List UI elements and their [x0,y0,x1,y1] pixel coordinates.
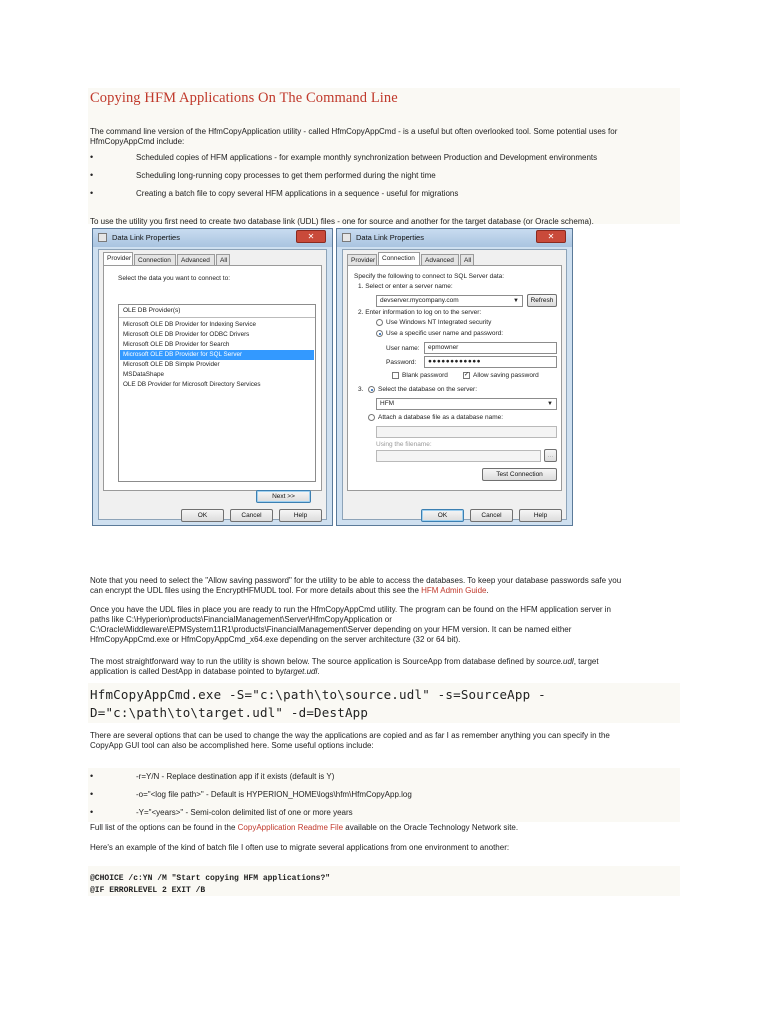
use-item: Creating a batch file to copy several HFM applications in a sequence - useful for migrations [136,189,459,198]
tab-provider[interactable]: Provider [103,252,133,265]
title-bar [337,229,572,247]
step-3-label: 3. [358,386,364,393]
nt-security-radio[interactable] [376,319,383,326]
location-line-1: Once you have the UDL files in place you are ready to run the HfmCopyAppCmd utility. The program can be found on the HFM application server in [90,605,612,614]
tab-all[interactable]: All [216,254,230,265]
window-icon [342,233,351,242]
browse-button[interactable]: ... [544,449,557,462]
tab-advanced[interactable]: Advanced [421,254,459,265]
help-button[interactable]: Help [279,509,322,522]
window-title: Data Link Properties [112,233,180,242]
note-line-2 [90,586,676,596]
batch-line-1: @CHOICE /c:YN /M "Start copying HFM applications?" [90,874,331,883]
command-line-2: D="c:\path\to\target.udl" -d=DestApp [90,705,369,720]
step-2-label: 2. Enter information to log on to the server: [358,309,482,316]
bullet: • [90,170,94,180]
run-text: application is called DestApp in database pointed to by [90,667,284,676]
option-item: -Y="<years>" - Semi-colon delimited list of one or more years [136,808,353,817]
ok-button[interactable]: OK [421,509,464,522]
provider-list[interactable] [118,304,316,482]
data-link-provider-dialog [92,228,333,526]
note-line-1: Note that you need to select the "Allow saving password" for the utility to be able to access the databases. To keep your database passwords safe you [90,576,622,585]
batch-intro: Here's an example of the kind of batch file I often use to migrate several applications from one environment to another: [90,843,510,852]
bullet: • [90,807,94,817]
filename-label: Using the filename: [376,441,432,448]
password-label: Password: [386,359,417,366]
next-button[interactable]: Next >> [256,490,311,503]
run-line-2 [90,667,676,677]
option-item: -o="<log file path>" - Default is HYPERION_HOME\logs\hfm\HfmCopyApp.log [136,790,412,799]
list-item[interactable]: Microsoft OLE DB Provider for ODBC Drivers [123,331,250,338]
specific-user-radio[interactable] [376,330,383,337]
tab-connection[interactable]: Connection [134,254,176,265]
allow-saving-checkbox[interactable]: ✓ [464,372,470,378]
username-field[interactable]: epmowner [424,342,557,354]
password-field[interactable]: ●●●●●●●●●●●● [424,356,557,368]
refresh-button[interactable]: Refresh [527,294,557,307]
dialog-body [342,249,567,520]
location-line-4: HfmCopyAppCmd.exe or HfmCopyAppCmd_x64.exe depending on the server architecture (32 or 64 bit). [90,635,461,644]
filename-field[interactable] [376,450,541,462]
specific-user-label: Use a specific user name and password: [386,330,504,337]
attach-db-field[interactable] [376,426,557,438]
allow-saving-label: Allow saving password [473,372,539,379]
page-title: Copying HFM Applications On The Command Line [90,90,398,106]
options-intro-1: There are several options that can be used to change the way the applications are copied and as far I as remember anything you can specify in the [90,731,610,740]
attach-db-label: Attach a database file as a database name: [378,414,504,421]
window-title: Data Link Properties [356,233,424,242]
note-text: can encrypt the UDL files using the EncryptHFMUDL tool. For more details about this see the [90,586,422,595]
cancel-button[interactable]: Cancel [470,509,513,522]
chevron-down-icon[interactable]: ▼ [513,298,519,304]
close-button[interactable]: ✕ [296,230,326,243]
provider-panel [103,265,322,500]
bullet: • [90,188,94,198]
server-value: devserver.mycompany.com [380,297,459,304]
tab-provider[interactable]: Provider [347,254,377,265]
test-connection-button[interactable]: Test Connection [482,468,557,481]
run-text-end: . [317,667,320,676]
option-item: -r=Y/N - Replace destination app if it exists (default is Y) [136,772,335,781]
server-combo[interactable] [376,295,523,307]
batch-line-2: @IF ERRORLEVEL 2 EXIT /B [90,886,206,895]
target-file: target.udl [283,667,318,676]
close-button[interactable]: ✕ [536,230,566,243]
nt-security-label: Use Windows NT Integrated security [386,319,492,326]
tab-advanced[interactable]: Advanced [177,254,215,265]
tab-all[interactable]: All [460,254,474,265]
tab-connection[interactable]: Connection [378,252,420,265]
connection-intro: Specify the following to connect to SQL Server data: [354,273,505,280]
blank-password-checkbox[interactable] [392,372,399,379]
data-link-connection-dialog [336,228,573,526]
use-item: Scheduling long-running copy processes to get them performed during the night time [136,171,436,180]
database-combo[interactable] [376,398,557,410]
list-item[interactable]: MSDataShape [123,371,164,378]
run-text-after: , target [573,657,599,666]
list-item[interactable]: Microsoft OLE DB Provider for Search [123,341,230,348]
step-1-label: 1. Select or enter a server name: [358,283,453,290]
use-item: Scheduled copies of HFM applications - for example monthly synchronization between Production and Development environments [136,153,598,162]
cancel-button[interactable]: Cancel [230,509,273,522]
database-value: HFM [380,400,395,407]
attach-db-radio[interactable] [368,414,375,421]
window-icon [98,233,107,242]
select-db-label: Select the database on the server: [378,386,478,393]
full-list-end: available on the Oracle Technology Network site. [343,823,519,832]
chevron-down-icon[interactable]: ▼ [547,401,553,407]
source-file: source.udl [536,657,574,666]
list-item[interactable]: Microsoft OLE DB Provider for Indexing Service [123,321,256,328]
location-line-2: paths like C:\Hyperion\products\FinancialManagement\Server\HfmCopyApplication or [90,615,392,624]
list-header: OLE DB Provider(s) [119,305,315,318]
intro-line-1: The command line version of the HfmCopyApplication utility - called HfmCopyAppCmd - is a useful but often overlooked tool. Some potential uses for [90,127,618,136]
bullet: • [90,789,94,799]
dialog-body [98,249,327,520]
connection-panel [347,265,562,491]
location-line-3: C:\Oracle\Middleware\EPMSystem11R1\products\FinancialManagement\Server depending on your HFM version. It can be named either [90,625,572,634]
list-item-selected[interactable]: Microsoft OLE DB Provider for SQL Server [120,350,314,360]
intro-line-2: HfmCopyAppCmd include: [90,137,185,146]
bullet: • [90,771,94,781]
udl-intro: To use the utility you first need to create two database link (UDL) files - one for source and another for the target database (or Oracle schema). [90,217,594,226]
note-end: . [486,586,489,595]
hfm-admin-guide-link[interactable]: HFM Admin Guide [421,586,487,595]
list-item[interactable]: OLE DB Provider for Microsoft Directory Services [123,381,261,388]
full-list-text: Full list of the options can be found in the [90,823,238,832]
title-bar [93,229,332,247]
full-list-line [90,823,676,833]
readme-link[interactable]: CopyApplication Readme File [237,823,344,832]
provider-prompt: Select the data you want to connect to: [118,275,231,282]
run-text: The most straightforward way to run the utility is shown below. The source application is SourceApp from database defined by [90,657,537,666]
options-intro-2: CopyApp GUI tool can also be accomplished here. Some useful options include: [90,741,374,750]
ok-button[interactable]: OK [181,509,224,522]
blank-password-label: Blank password [402,372,448,379]
select-db-radio[interactable] [368,386,375,393]
username-label: User name: [386,345,420,352]
help-button[interactable]: Help [519,509,562,522]
list-item[interactable]: Microsoft OLE DB Simple Provider [123,361,220,368]
bullet: • [90,152,94,162]
command-line-1: HfmCopyAppCmd.exe -S="c:\path\to\source.udl" -s=SourceApp - [90,687,546,702]
run-line-1 [90,657,676,667]
